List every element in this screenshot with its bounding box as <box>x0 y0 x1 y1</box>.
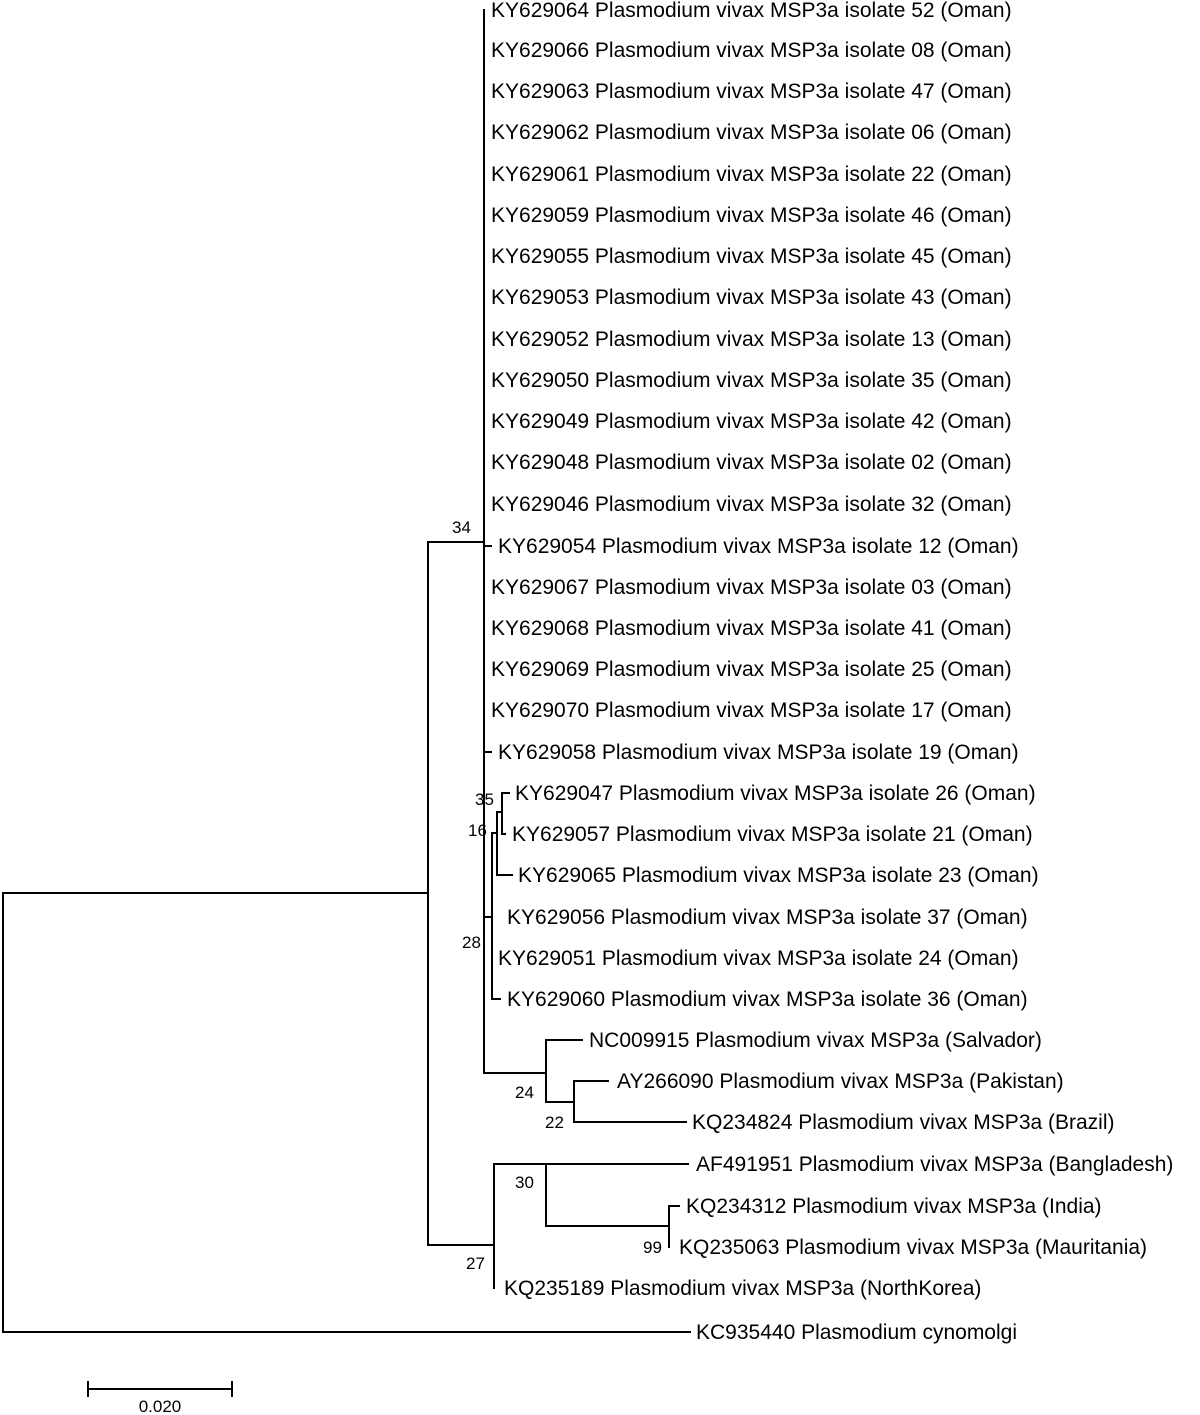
leaf-label: KQ234312 Plasmodium vivax MSP3a (India) <box>686 1195 1102 1218</box>
bootstrap-value: 34 <box>452 518 471 537</box>
leaf-label: KY629047 Plasmodium vivax MSP3a isolate 26 (Oman) <box>515 782 1036 805</box>
leaf-label: KY629059 Plasmodium vivax MSP3a isolate 46 (Oman) <box>491 204 1012 227</box>
leaf-label: KY629066 Plasmodium vivax MSP3a isolate 08 (Oman) <box>491 39 1012 62</box>
scale-bar-label: 0.020 <box>138 1397 182 1415</box>
leaf-label: KY629048 Plasmodium vivax MSP3a isolate 02 (Oman) <box>491 451 1012 474</box>
bootstrap-value: 30 <box>515 1173 534 1192</box>
leaf-labels <box>491 0 1173 1344</box>
leaf-label: KY629069 Plasmodium vivax MSP3a isolate 25 (Oman) <box>491 658 1012 681</box>
bootstrap-value: 99 <box>643 1238 662 1257</box>
leaf-label: KY629054 Plasmodium vivax MSP3a isolate 12 (Oman) <box>498 535 1019 558</box>
leaf-label: KY629052 Plasmodium vivax MSP3a isolate 13 (Oman) <box>491 328 1012 351</box>
leaf-label: KY629058 Plasmodium vivax MSP3a isolate 19 (Oman) <box>498 741 1019 764</box>
leaf-label: KQ234824 Plasmodium vivax MSP3a (Brazil) <box>692 1111 1115 1134</box>
leaf-label: KY629062 Plasmodium vivax MSP3a isolate 06 (Oman) <box>491 121 1012 144</box>
leaf-label: KY629070 Plasmodium vivax MSP3a isolate 17 (Oman) <box>491 699 1012 722</box>
bootstrap-value: 24 <box>515 1083 534 1102</box>
bootstrap-value: 22 <box>545 1113 564 1132</box>
leaf-label: KQ235063 Plasmodium vivax MSP3a (Mauritania) <box>679 1236 1148 1259</box>
leaf-label: KY629064 Plasmodium vivax MSP3a isolate 52 (Oman) <box>491 0 1012 22</box>
leaf-label: KY629067 Plasmodium vivax MSP3a isolate 03 (Oman) <box>491 576 1012 599</box>
leaf-label: KC935440 Plasmodium cynomolgi <box>696 1321 1017 1344</box>
leaf-label: KY629055 Plasmodium vivax MSP3a isolate 45 (Oman) <box>491 245 1012 268</box>
leaf-label: KY629049 Plasmodium vivax MSP3a isolate 42 (Oman) <box>491 410 1012 433</box>
bootstrap-value: 27 <box>466 1254 485 1273</box>
leaf-label: KY629046 Plasmodium vivax MSP3a isolate 32 (Oman) <box>491 493 1012 516</box>
leaf-label: KY629057 Plasmodium vivax MSP3a isolate 21 (Oman) <box>512 823 1033 846</box>
leaf-label: AY266090 Plasmodium vivax MSP3a (Pakistan) <box>617 1070 1064 1093</box>
scale-bar <box>88 1382 232 1415</box>
leaf-label: KY629068 Plasmodium vivax MSP3a isolate 41 (Oman) <box>491 617 1012 640</box>
leaf-label: KY629060 Plasmodium vivax MSP3a isolate 36 (Oman) <box>507 988 1028 1011</box>
leaf-label: KY629056 Plasmodium vivax MSP3a isolate 37 (Oman) <box>507 906 1028 929</box>
leaf-label: KY629065 Plasmodium vivax MSP3a isolate 23 (Oman) <box>518 864 1039 887</box>
bootstrap-value: 35 <box>475 790 494 809</box>
leaf-label: KQ235189 Plasmodium vivax MSP3a (NorthKorea) <box>504 1277 982 1300</box>
leaf-label: NC009915 Plasmodium vivax MSP3a (Salvador) <box>589 1029 1042 1052</box>
bootstrap-value: 16 <box>468 821 487 840</box>
leaf-label: KY629050 Plasmodium vivax MSP3a isolate 35 (Oman) <box>491 369 1012 392</box>
bootstrap-value: 28 <box>462 933 481 952</box>
leaf-label: AF491951 Plasmodium vivax MSP3a (Bangladesh) <box>696 1153 1174 1176</box>
leaf-label: KY629063 Plasmodium vivax MSP3a isolate 47 (Oman) <box>491 80 1012 103</box>
leaf-label: KY629051 Plasmodium vivax MSP3a isolate 24 (Oman) <box>498 947 1019 970</box>
leaf-label: KY629061 Plasmodium vivax MSP3a isolate 22 (Oman) <box>491 163 1012 186</box>
leaf-label: KY629053 Plasmodium vivax MSP3a isolate 43 (Oman) <box>491 286 1012 309</box>
